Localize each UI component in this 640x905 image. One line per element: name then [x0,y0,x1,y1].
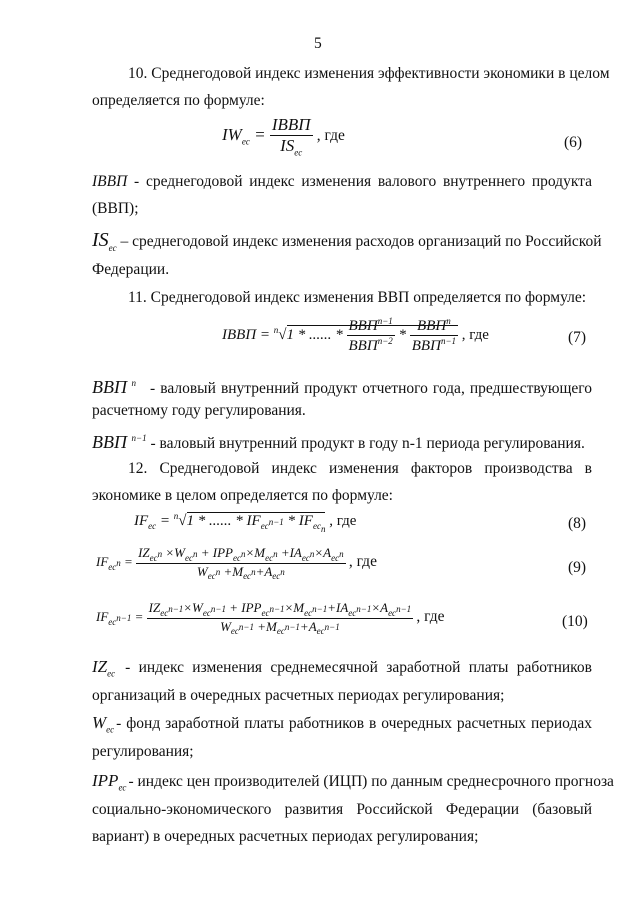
def-vvpn1-symbol: ВВП $^{n-1}$ [92,432,147,452]
formula-8-where: , где [329,513,357,529]
formula-7: IВВП = $^n$√1 * ...... * $\frac{ВВП^{n-1}}{ВВП^{n-2}}$ * $\frac{ВВП^n}{ВВП^{n-1}}$ , где [222,316,489,354]
item10-line1: 10. Среднегодовой индекс изменения эффективности экономики в целом [128,65,610,82]
def-vvpn-text: - валовый внутренний продукт отчетного года, предшествующего [150,380,592,397]
def-ipp-line [92,771,614,797]
def-iz-symbol: $IZ_{ec}$ [92,657,116,679]
formula-8: $IF_{ec} = ^n√1$ * ...... * $IF_{ec^{n-1}} * IF_{ec_n}$ , где [134,511,357,534]
def-is-symbol: $IS_{ec}$ [92,229,117,253]
def-ivvp-symbol: IВВП [92,173,128,190]
formula-10-where: , где [416,608,445,626]
eq9-number: (9) [568,559,587,576]
item11-line1: 11. Среднегодовой индекс изменения ВВП определяется по формуле: [128,289,587,306]
def-vvpn-line [92,373,592,399]
def-ipp-line3: вариант) в очередных расчетных периодах регулирования; [92,828,479,845]
def-ipp-line2: социально-экономического развития Российской Федерации (базовый [92,801,592,818]
def-ivvp-text: - среднегодовой индекс изменения валового внутреннего продукта [134,173,592,190]
item10-line2: определяется по формуле: [92,92,265,109]
def-is-text: – среднегодовой индекс изменения расходов организаций по Российской [120,233,602,250]
def-ipp-text: - индекс цен производителей (ИЦП) по данным среднесрочного прогноза [128,773,614,790]
def-is-cont: Федерации. [92,261,170,278]
formula-7-where: , где [461,326,489,343]
def-iz-cont: организаций в очередных расчетных периодах регулирования; [92,687,505,704]
def-w-line [92,713,592,739]
def-vvpn1-line [92,428,585,454]
eq6-number: (6) [564,134,583,151]
def-w-cont: регулирования; [92,743,194,760]
item12-line2: экономике в целом определяется по формуле: [92,487,393,504]
def-ivvp-line [92,172,592,192]
eq7-number: (7) [568,329,587,346]
formula-9-where: , где [348,553,377,571]
page-number: 5 [314,35,322,52]
def-is-line [92,230,602,258]
eq8-number: (8) [568,515,587,532]
eq10-number: (10) [562,613,588,630]
def-iz-line [92,657,592,683]
def-vvpn-symbol: ВВП $^n$ [92,377,136,397]
formula-10: $IF_{ec^{n-1}}$ = $\frac{IZ_{ec^{n-1}}\times W_{ec^{n-1}} + IPP_{ec^{n-1}}\times M_{ec^{n-1}}+IA_{ec^{n-1}}\times A_{ec^{n-1}}}{W_{ec^{n-1}} +M_{ec^{n-1}}+A_{ec^{n-1}}}$ , где [96,600,445,637]
def-ivvp-cont: (ВВП); [92,200,139,217]
item12-line1: 12. Среднегодовой индекс изменения факторов производства в [128,460,592,477]
formula-6-where: , где [316,127,345,145]
formula-6: $IW_{ec}$ = $\frac{\text{IВВП}}{IS_{ec}}$ , где [222,115,345,158]
def-vvpn1-text: - валовый внутренний продукт в году n-1 периода регулирования. [150,435,585,452]
def-iz-text: - индекс изменения среднемесячной заработной платы работников [125,659,592,676]
def-vvpn-cont: расчетному году регулирования. [92,402,306,419]
def-w-text: - фонд заработной платы работников в очередных расчетных периодах [116,715,592,732]
def-ipp-symbol: $IPP_{ec}$ [92,771,127,793]
formula-9: $IF_{ec^n}$ = $\frac{IZ_{ec^n} \times W_{ec^n} + IPP_{ec^n}\times M_{ec^n} +IA_{ec^n}\times A_{ec^n}}{W_{ec^n} +M_{ec^n}+A_{ec^n}}$ , где [96,545,377,582]
def-w-symbol: $W_{ec}$ [92,713,115,735]
